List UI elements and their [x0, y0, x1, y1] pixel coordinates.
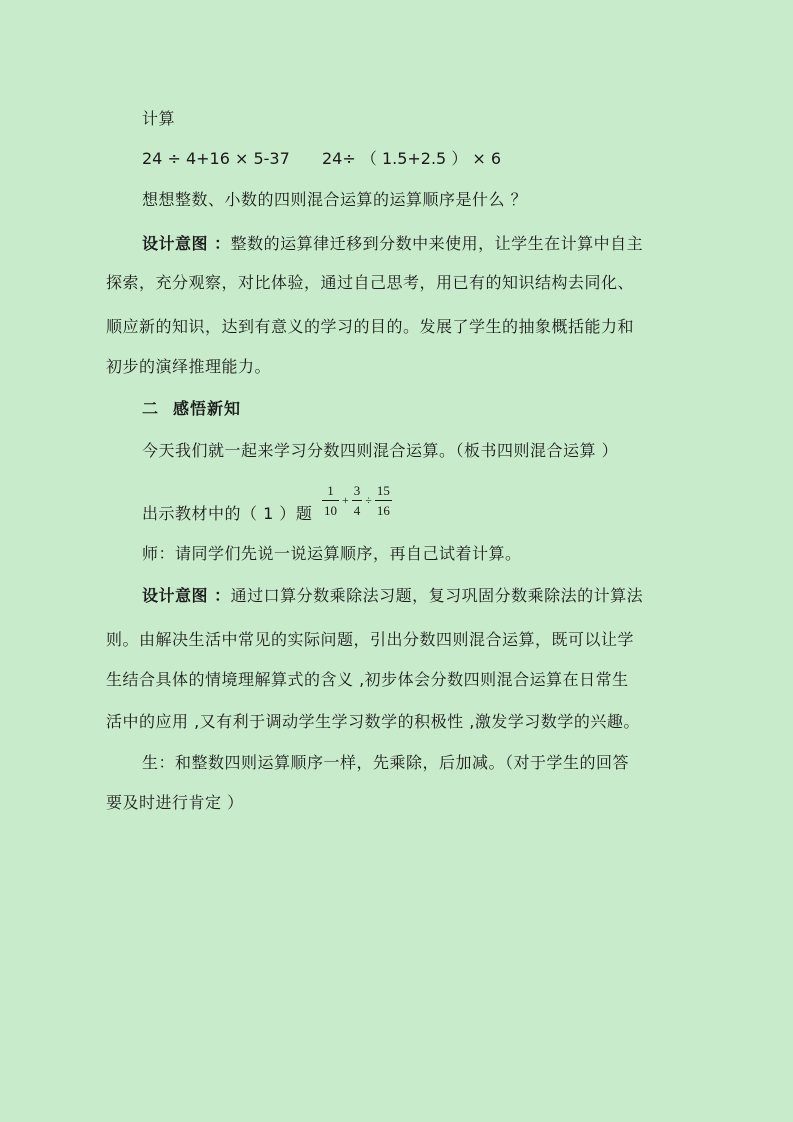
fraction-1	[322, 483, 339, 518]
plus-operator: +	[342, 492, 349, 507]
design-intent-1-line-2: 探索，充分观察，对比体验，通过自己思考，用已有的知识结构去同化、	[106, 273, 635, 292]
design-intent-text: 整数的运算律迁移到分数中来使用，让学生在计算中自主	[230, 234, 644, 253]
fraction-2	[352, 483, 363, 518]
exercise-label: 出示教材中的（ 1 ）题	[142, 504, 313, 523]
fraction-3-numerator: 15	[376, 482, 390, 498]
design-intent-2-line-2: 则。由解决生活中常见的实际问题，引出分数四则混合运算，既可以让学	[106, 630, 635, 649]
design-intent-text: 通过口算分数乘除法习题，复习巩固分数乘除法的计算法	[230, 586, 644, 605]
heading-calc: 计算	[142, 109, 176, 128]
student-answer-line-1: 生：和整数四则运算顺序一样，先乘除，后加减。（对于学生的回答	[142, 753, 630, 772]
formula-1: 24 ÷ 4+16 × 5-37	[142, 149, 290, 168]
question-text: 想想整数、小数的四则混合运算的运算顺序是什么 ？	[142, 190, 528, 209]
divide-operator: ÷	[365, 492, 372, 507]
fraction-bar	[352, 500, 363, 501]
fraction-3-denominator: 16	[376, 502, 390, 518]
design-intent-2-line-3: 生结合具体的情境理解算式的含义 ,初步体会分数四则混合运算在日常生	[106, 670, 629, 689]
intro-text: 今天我们就一起来学习分数四则混合运算。（板书四则混合运算 ）	[142, 441, 619, 460]
student-answer-line-2: 要及时进行肯定 ）	[106, 793, 244, 812]
design-intent-label: 设计意图 ：	[142, 586, 231, 605]
formula-2: 24÷ （ 1.5+2.5 ） × 6	[322, 149, 502, 168]
fraction-expression	[322, 478, 392, 522]
section-title: 感悟新知	[173, 399, 242, 418]
section-number: 二	[142, 399, 159, 418]
fraction-2-denominator: 4	[353, 502, 361, 518]
design-intent-2-line-4: 活中的应用 ,又有利于调动学生学习数学的积极性 ,激发学习数学的兴趣。	[106, 712, 640, 731]
teacher-text: 师：请同学们先说一说运算顺序，再自己试着计算。	[142, 544, 522, 563]
fraction-bar	[375, 500, 392, 501]
design-intent-2-first-line	[142, 585, 732, 607]
design-intent-1-first-line	[142, 233, 732, 255]
design-intent-1-line-4: 初步的演绎推理能力。	[106, 357, 272, 376]
fraction-3	[375, 483, 392, 518]
fraction-2-numerator: 3	[353, 482, 361, 498]
fraction-1-numerator: 1	[327, 482, 334, 498]
fraction-bar	[322, 500, 339, 501]
design-intent-1-line-3: 顺应新的知识，达到有意义的学习的目的。发展了学生的抽象概括能力和	[106, 317, 635, 336]
design-intent-label: 设计意图 ：	[142, 234, 231, 253]
fraction-1-denominator: 10	[324, 502, 337, 518]
